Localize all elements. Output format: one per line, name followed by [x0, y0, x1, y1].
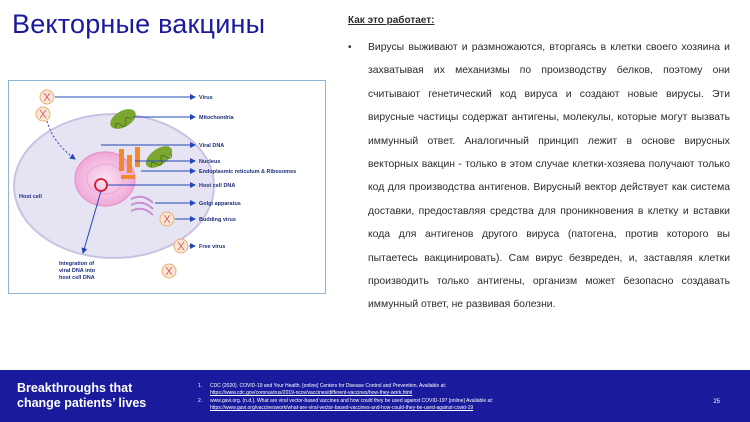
label-viral-dna: Viral DNA: [199, 143, 225, 149]
references-list: [198, 383, 718, 413]
viral-vector-diagram: [8, 80, 326, 294]
slide-title: Векторные вакцины: [12, 9, 266, 39]
virus-free-1: [174, 239, 188, 253]
reference-link[interactable]: https://www.gavi.org/vaccineswork/what-are-viral-vector-based-vaccines-and-how-could-they-be-used-against-covid-19: [210, 405, 474, 411]
label-integration-3: host cell DNA: [59, 275, 95, 281]
label-host-cell: Host cell: [19, 194, 42, 200]
label-golgi: Golgi apparatus: [199, 201, 241, 207]
slogan-line-2: change patients’ lives: [17, 396, 147, 410]
slogan-line-1: Breakthroughs that: [17, 381, 133, 395]
reference-number: 2.: [198, 398, 203, 404]
reference-item: [198, 383, 718, 397]
reference-link[interactable]: https://www.cdc.gov/coronavirus/2019-ncov/vaccines/different-vaccines/how-they-work.html: [210, 390, 413, 396]
explanation-paragraph: Вирусы выживают и размножаются, вторгаясь в клетки своего хозяина и захватывая их механизмы по производству белков, поэтому они считывают генетический код вируса и создают новые вирусы. Эти вирусные частицы содержат антигены, молекулы, которые могут вызвать иммунный ответ. Аналогичный принцип лежит в основе вирусных векторных вакцин - только в этом случае клетки-хозяева получают только код для производства антигенов. Вирусный вектор действует как система доставки, предоставляя средства для проникновения в клетку и вставки кода для антигенов другого вируса (патогена, против которого вы пытаетесь вакцинировать). Сам вирус безвреден, и, заставляя клетки производить только антигены, организм может безопасно создавать иммунный ответ, не развивая болезни.: [368, 42, 730, 311]
label-host-cell-dna: Host cell DNA: [199, 183, 236, 189]
label-mitochondria: Mitochondria: [199, 115, 234, 121]
virus-particle-left: [36, 107, 50, 121]
label-free-virus: Free virus: [199, 244, 226, 250]
footer-slogan: [17, 381, 146, 411]
reference-text: www.gavi.org. (n.d.). What are viral vector-based vaccines and how could they be used against COVID-19? [online] Available at:: [210, 398, 494, 404]
footer-bar: [0, 370, 750, 422]
cell-illustration: [9, 81, 325, 293]
bullet-item: [348, 36, 730, 317]
page-number: 25: [713, 399, 720, 405]
virus-free-2: [162, 264, 176, 278]
label-integration-2: viral DNA into: [59, 268, 96, 274]
reference-item: [198, 398, 718, 412]
label-budding-virus: Budding virus: [199, 217, 236, 223]
reference-text: CDC (2020). COVID-19 and Your Health. [online] Centers for Disease Control and Prevention. Available at:: [210, 383, 447, 389]
label-er: Endoplasmic reticulum & Ribosomes: [199, 169, 297, 175]
label-nucleus: Nucleus: [199, 159, 221, 165]
explanation-block: [348, 15, 730, 317]
label-integration-1: Integration of: [59, 261, 95, 267]
label-virus: Virus: [199, 95, 213, 101]
virus-particle-top: [40, 90, 54, 104]
reference-number: 1.: [198, 383, 203, 389]
bullet-marker: •: [348, 42, 352, 53]
how-it-works-heading: Как это работает:: [348, 15, 435, 26]
virus-budding: [160, 212, 174, 226]
